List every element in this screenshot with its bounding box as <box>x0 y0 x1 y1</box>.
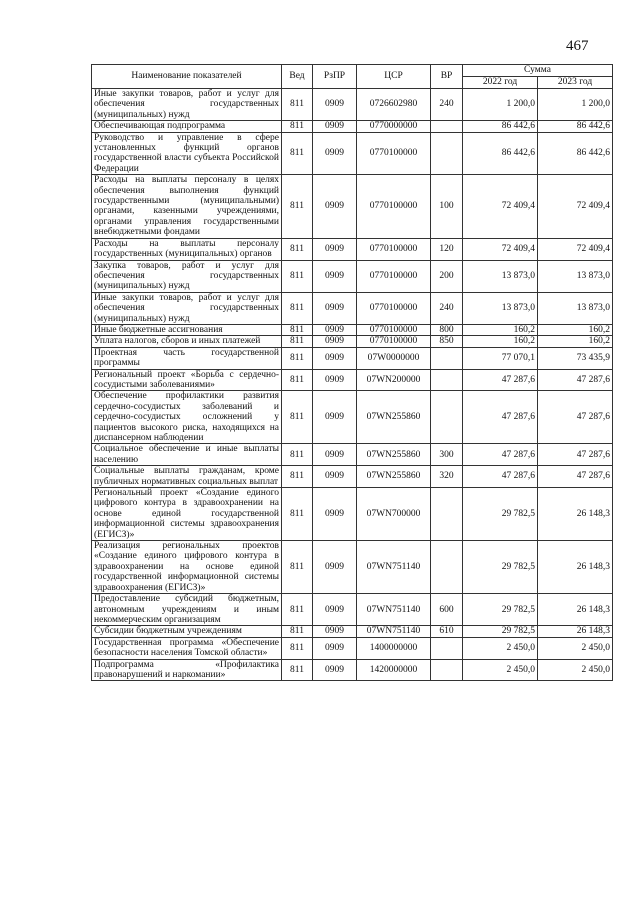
row-sum-2022: 86 442,6 <box>463 132 538 175</box>
row-sum-2022: 29 782,5 <box>463 594 538 626</box>
table-row <box>92 260 613 292</box>
row-csr: 07WN255860 <box>357 391 431 444</box>
header-ved: Вед <box>282 65 313 89</box>
row-sum-2023: 26 148,3 <box>538 488 613 541</box>
row-csr: 0770100000 <box>357 324 431 335</box>
row-sum-2022: 29 782,5 <box>463 626 538 637</box>
table-body <box>92 89 613 681</box>
row-rzpr: 0909 <box>313 324 357 335</box>
row-sum-2023: 26 148,3 <box>538 541 613 594</box>
row-name: Региональный проект «Борьба с сердечно-сосудистыми заболеваниями» <box>92 369 282 391</box>
table-row <box>92 324 613 335</box>
row-sum-2023: 26 148,3 <box>538 594 613 626</box>
header-year-2022: 2022 год <box>463 77 538 89</box>
row-name: Государственная программа «Обеспечение безопасности населения Томской области» <box>92 637 282 659</box>
table-row <box>92 594 613 626</box>
row-vr: 120 <box>431 238 463 260</box>
table-row <box>92 175 613 238</box>
row-sum-2023: 13 873,0 <box>538 292 613 324</box>
row-rzpr: 0909 <box>313 347 357 369</box>
row-vr: 300 <box>431 444 463 466</box>
row-name: Обеспечивающая подпрограмма <box>92 121 282 132</box>
row-rzpr: 0909 <box>313 541 357 594</box>
row-sum-2022: 2 450,0 <box>463 659 538 681</box>
table-row <box>92 466 613 488</box>
row-ved: 811 <box>282 637 313 659</box>
row-name: Проектная часть государственной программы <box>92 347 282 369</box>
table-row <box>92 541 613 594</box>
row-csr: 1420000000 <box>357 659 431 681</box>
row-rzpr: 0909 <box>313 626 357 637</box>
row-rzpr: 0909 <box>313 89 357 121</box>
table-row <box>92 444 613 466</box>
row-csr: 1400000000 <box>357 637 431 659</box>
table-row <box>92 89 613 121</box>
row-ved: 811 <box>282 347 313 369</box>
row-ved: 811 <box>282 132 313 175</box>
row-sum-2022: 47 287,6 <box>463 444 538 466</box>
row-sum-2022: 13 873,0 <box>463 292 538 324</box>
row-name: Расходы на выплаты персоналу государственных (муниципальных) органов <box>92 238 282 260</box>
row-ved: 811 <box>282 594 313 626</box>
row-name: Иные закупки товаров, работ и услуг для обеспечения государственных (муниципальных) нужд <box>92 292 282 324</box>
row-vr: 800 <box>431 324 463 335</box>
row-sum-2023: 72 409,4 <box>538 175 613 238</box>
row-name: Реализация региональных проектов «Создание единого цифрового контура в здравоохранении на основе единой государственной информационной системы здравоохранения (ЕГИСЗ)» <box>92 541 282 594</box>
row-sum-2023: 26 148,3 <box>538 626 613 637</box>
row-ved: 811 <box>282 175 313 238</box>
row-ved: 811 <box>282 369 313 391</box>
row-sum-2023: 47 287,6 <box>538 466 613 488</box>
row-csr: 07WN255860 <box>357 466 431 488</box>
row-sum-2023: 47 287,6 <box>538 444 613 466</box>
row-name: Субсидии бюджетным учреждениям <box>92 626 282 637</box>
row-vr: 320 <box>431 466 463 488</box>
row-sum-2023: 160,2 <box>538 324 613 335</box>
row-sum-2023: 73 435,9 <box>538 347 613 369</box>
row-rzpr: 0909 <box>313 594 357 626</box>
row-rzpr: 0909 <box>313 369 357 391</box>
header-vr: ВР <box>431 65 463 89</box>
row-rzpr: 0909 <box>313 466 357 488</box>
table-row <box>92 488 613 541</box>
row-sum-2023: 2 450,0 <box>538 637 613 659</box>
row-rzpr: 0909 <box>313 637 357 659</box>
table-row <box>92 626 613 637</box>
row-csr: 0726602980 <box>357 89 431 121</box>
row-csr: 0770100000 <box>357 260 431 292</box>
row-sum-2022: 86 442,6 <box>463 121 538 132</box>
row-rzpr: 0909 <box>313 659 357 681</box>
row-sum-2022: 77 070,1 <box>463 347 538 369</box>
row-sum-2022: 47 287,6 <box>463 369 538 391</box>
row-ved: 811 <box>282 238 313 260</box>
row-name: Иные бюджетные ассигнования <box>92 324 282 335</box>
table-row <box>92 637 613 659</box>
row-sum-2022: 13 873,0 <box>463 260 538 292</box>
row-vr <box>431 488 463 541</box>
row-vr <box>431 659 463 681</box>
row-ved: 811 <box>282 488 313 541</box>
header-sum: Сумма <box>463 65 613 77</box>
header-year-2023: 2023 год <box>538 77 613 89</box>
row-rzpr: 0909 <box>313 238 357 260</box>
row-name: Закупка товаров, работ и услуг для обеспечения государственных (муниципальных) нужд <box>92 260 282 292</box>
row-name: Обеспечение профилактики развития сердечно-сосудистых заболеваний и сердечно-сосудистых осложнений у пациентов высокого риска, находящихся на диспансерном наблюдении <box>92 391 282 444</box>
row-sum-2023: 47 287,6 <box>538 391 613 444</box>
table-row <box>92 121 613 132</box>
row-rzpr: 0909 <box>313 336 357 347</box>
row-vr <box>431 347 463 369</box>
row-vr: 100 <box>431 175 463 238</box>
row-name: Иные закупки товаров, работ и услуг для обеспечения государственных (муниципальных) нужд <box>92 89 282 121</box>
row-ved: 811 <box>282 626 313 637</box>
table-row <box>92 132 613 175</box>
row-ved: 811 <box>282 292 313 324</box>
row-csr: 0770000000 <box>357 121 431 132</box>
row-sum-2023: 13 873,0 <box>538 260 613 292</box>
table-row <box>92 292 613 324</box>
table-row <box>92 369 613 391</box>
row-ved: 811 <box>282 444 313 466</box>
table-row <box>92 391 613 444</box>
row-vr <box>431 369 463 391</box>
row-vr <box>431 637 463 659</box>
row-name: Расходы на выплаты персоналу в целях обеспечения выполнения функций государственными (муниципальными) органами, казенными учреждениями, органами управления государственными внебюджетными фондами <box>92 175 282 238</box>
row-vr <box>431 541 463 594</box>
row-ved: 811 <box>282 466 313 488</box>
row-vr: 240 <box>431 292 463 324</box>
header-name: Наименование показателей <box>92 65 282 89</box>
row-sum-2023: 72 409,4 <box>538 238 613 260</box>
row-vr <box>431 132 463 175</box>
row-sum-2022: 47 287,6 <box>463 391 538 444</box>
row-csr: 07WN700000 <box>357 488 431 541</box>
row-sum-2022: 29 782,5 <box>463 541 538 594</box>
row-rzpr: 0909 <box>313 175 357 238</box>
row-sum-2023: 160,2 <box>538 336 613 347</box>
row-rzpr: 0909 <box>313 292 357 324</box>
row-name: Подпрограмма «Профилактика правонарушений и наркомании» <box>92 659 282 681</box>
row-vr: 240 <box>431 89 463 121</box>
row-ved: 811 <box>282 659 313 681</box>
row-rzpr: 0909 <box>313 488 357 541</box>
row-vr: 610 <box>431 626 463 637</box>
header-rzpr: РзПР <box>313 65 357 89</box>
row-rzpr: 0909 <box>313 391 357 444</box>
row-name: Уплата налогов, сборов и иных платежей <box>92 336 282 347</box>
row-ved: 811 <box>282 391 313 444</box>
table-row <box>92 659 613 681</box>
row-csr: 07WN200000 <box>357 369 431 391</box>
row-csr: 07W0000000 <box>357 347 431 369</box>
row-sum-2022: 1 200,0 <box>463 89 538 121</box>
row-vr <box>431 121 463 132</box>
row-name: Социальные выплаты гражданам, кроме публичных нормативных социальных выплат <box>92 466 282 488</box>
row-ved: 811 <box>282 121 313 132</box>
row-name: Социальное обеспечение и иные выплаты населению <box>92 444 282 466</box>
row-ved: 811 <box>282 541 313 594</box>
row-vr: 200 <box>431 260 463 292</box>
row-csr: 0770100000 <box>357 175 431 238</box>
row-ved: 811 <box>282 324 313 335</box>
row-csr: 0770100000 <box>357 336 431 347</box>
header-csr: ЦСР <box>357 65 431 89</box>
table-row <box>92 347 613 369</box>
row-vr: 850 <box>431 336 463 347</box>
page-number: 467 <box>566 38 589 54</box>
row-csr: 07WN255860 <box>357 444 431 466</box>
table-row <box>92 238 613 260</box>
row-vr: 600 <box>431 594 463 626</box>
row-sum-2022: 47 287,6 <box>463 466 538 488</box>
row-ved: 811 <box>282 336 313 347</box>
row-rzpr: 0909 <box>313 121 357 132</box>
row-rzpr: 0909 <box>313 444 357 466</box>
row-sum-2022: 72 409,4 <box>463 175 538 238</box>
row-name: Руководство и управление в сфере установленных функций органов государственной власти субъекта Российской Федерации <box>92 132 282 175</box>
row-csr: 0770100000 <box>357 292 431 324</box>
row-csr: 0770100000 <box>357 132 431 175</box>
row-rzpr: 0909 <box>313 132 357 175</box>
row-csr: 0770100000 <box>357 238 431 260</box>
row-sum-2022: 29 782,5 <box>463 488 538 541</box>
row-sum-2022: 72 409,4 <box>463 238 538 260</box>
row-csr: 07WN751140 <box>357 541 431 594</box>
row-sum-2023: 2 450,0 <box>538 659 613 681</box>
row-rzpr: 0909 <box>313 260 357 292</box>
table-row <box>92 336 613 347</box>
row-ved: 811 <box>282 89 313 121</box>
row-vr <box>431 391 463 444</box>
row-sum-2022: 160,2 <box>463 336 538 347</box>
row-sum-2023: 47 287,6 <box>538 369 613 391</box>
row-name: Региональный проект «Создание единого цифрового контура в здравоохранении на основе единой государственной информационной системы здравоохранения (ЕГИСЗ)» <box>92 488 282 541</box>
row-sum-2022: 160,2 <box>463 324 538 335</box>
row-sum-2023: 86 442,6 <box>538 121 613 132</box>
table-header <box>92 65 613 89</box>
row-csr: 07WN751140 <box>357 626 431 637</box>
row-sum-2023: 1 200,0 <box>538 89 613 121</box>
row-csr: 07WN751140 <box>357 594 431 626</box>
budget-table <box>91 64 613 681</box>
row-name: Предоставление субсидий бюджетным, автономным учреждениям и иным некоммерческим организациям <box>92 594 282 626</box>
row-sum-2023: 86 442,6 <box>538 132 613 175</box>
row-ved: 811 <box>282 260 313 292</box>
row-sum-2022: 2 450,0 <box>463 637 538 659</box>
